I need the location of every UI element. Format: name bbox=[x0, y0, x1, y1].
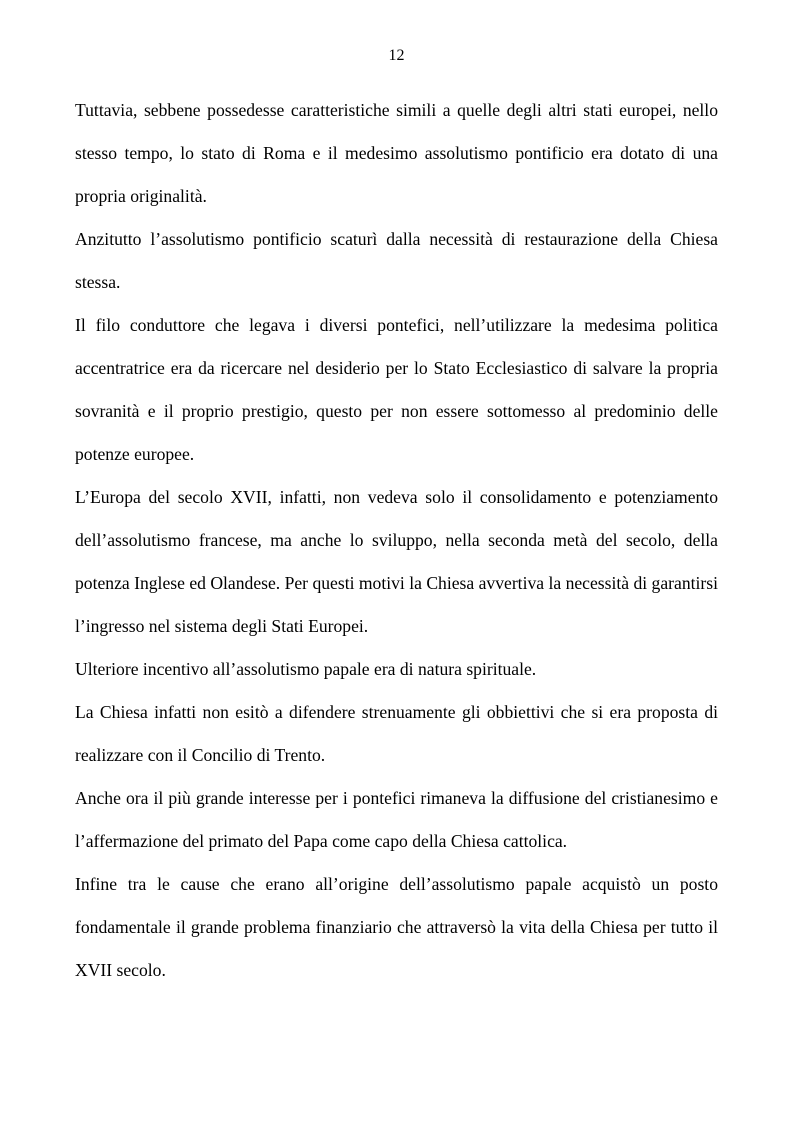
paragraph-2: Anzitutto l’assolutismo pontificio scaturì dalla necessità di restaurazione della Chiesa stessa. bbox=[75, 229, 718, 292]
paragraph-3: Il filo conduttore che legava i diversi pontefici, nell’utilizzare la medesima politica accentratrice era da ricercare nel desiderio per lo Stato Ecclesiastico di salvare la propria sovranità e il proprio prestigio, questo per non essere sottomesso al predominio delle potenze europee. bbox=[75, 315, 718, 464]
paragraph-7: Anche ora il più grande interesse per i pontefici rimaneva la diffusione del cristianesimo e l’affermazione del primato del Papa come capo della Chiesa cattolica. bbox=[75, 788, 718, 851]
paragraph-1: Tuttavia, sebbene possedesse caratteristiche simili a quelle degli altri stati europei, nello stesso tempo, lo stato di Roma e il medesimo assolutismo pontificio era dotato di una propria originalità. bbox=[75, 100, 718, 206]
page-number: 12 bbox=[388, 47, 405, 64]
paragraph-5: Ulteriore incentivo all’assolutismo papale era di natura spirituale. bbox=[75, 659, 537, 679]
paragraph-8: Infine tra le cause che erano all’origine dell’assolutismo papale acquistò un posto fondamentale il grande problema finanziario che attraversò la vita della Chiesa per tutto il XVII secolo. bbox=[75, 874, 718, 980]
paragraph-6: La Chiesa infatti non esitò a difendere strenuamente gli obbiettivi che si era proposta di realizzare con il Concilio di Trento. bbox=[75, 702, 718, 765]
document-body bbox=[75, 89, 718, 992]
paragraph-4: L’Europa del secolo XVII, infatti, non vedeva solo il consolidamento e potenziamento dell’assolutismo francese, ma anche lo sviluppo, nella seconda metà del secolo, della potenza Inglese ed Olandese. Per questi motivi la Chiesa avvertiva la necessità di garantirsi l’ingresso nel sistema degli Stati Europei. bbox=[75, 487, 718, 636]
